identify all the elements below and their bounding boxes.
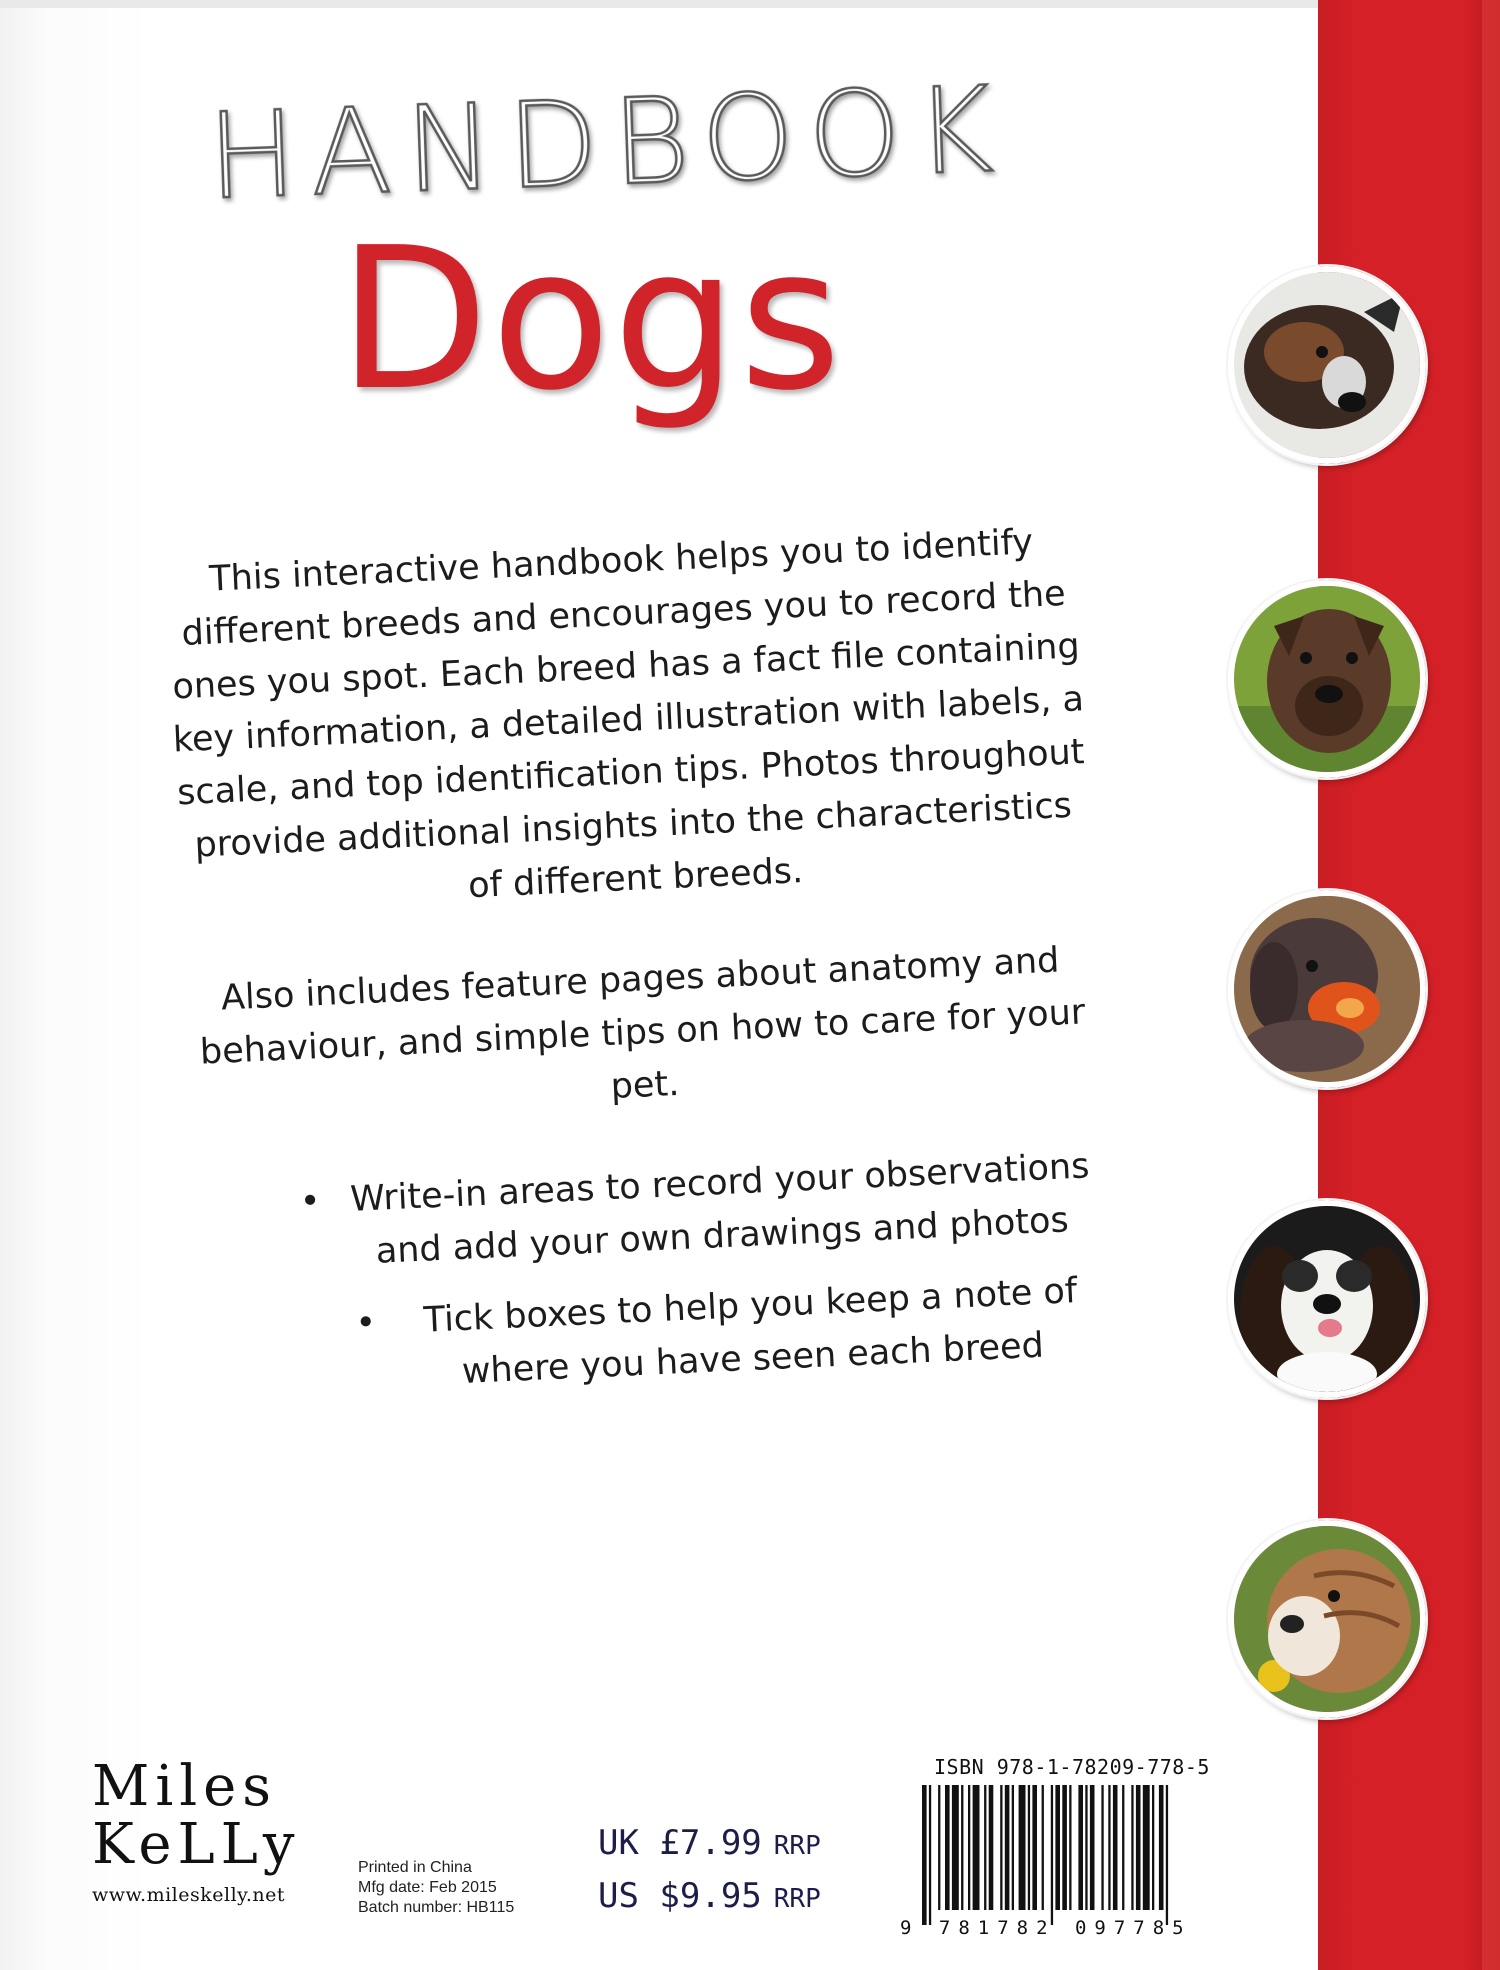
price-uk-value: UK £7.99 xyxy=(598,1823,762,1863)
barcode-bar xyxy=(1069,1785,1071,1910)
bullet-icon: • xyxy=(354,1302,378,1344)
dog-photo-icon xyxy=(1228,1200,1426,1398)
barcode-bar xyxy=(1166,1785,1168,1925)
barcode-bar xyxy=(1085,1785,1087,1910)
price-block xyxy=(598,1818,821,1924)
description-paragraph-1: This interactive handbook helps you to identify different breeds and encourages you to record the ones you spot. Each breed has a fact file containing key information, a detailed illustration with labels, a scale, and top identification tips. Photos throughout provide additional insights into the characteristics of different breeds. xyxy=(171,522,1086,907)
barcode-bar xyxy=(1159,1785,1164,1910)
barcode-bar xyxy=(1078,1785,1083,1910)
printed-in: Printed in China xyxy=(358,1859,472,1876)
publisher-url: www.mileskelly.net xyxy=(92,1884,286,1906)
barcode-bar xyxy=(1101,1785,1103,1910)
barcode-bar xyxy=(961,1785,963,1910)
price-us-value: US $9.95 xyxy=(598,1876,762,1916)
spine-edge xyxy=(1482,0,1500,1970)
barcode-bar xyxy=(1028,1785,1030,1910)
bullet-icon: • xyxy=(299,1181,322,1223)
feature-list-item xyxy=(299,1139,1113,1282)
dog-photo-icon xyxy=(1228,266,1426,464)
barcode-bar xyxy=(952,1785,959,1910)
spine-photo-column xyxy=(1228,0,1428,1970)
price-us xyxy=(598,1871,821,1924)
barcode-bar xyxy=(1012,1785,1014,1910)
top-edge xyxy=(0,0,1318,8)
mfg-date: Mfg date: Feb 2015 xyxy=(358,1879,497,1896)
barcode-bar xyxy=(968,1785,970,1910)
handbook-text: HANDBOOK xyxy=(205,72,1009,222)
barcode-bar xyxy=(1005,1785,1010,1910)
description-block xyxy=(160,514,1118,1411)
publisher-name-line-1: Miles xyxy=(92,1754,278,1819)
dog-photo-icon xyxy=(1228,580,1426,778)
dog-photo-icon xyxy=(1228,1520,1426,1718)
barcode-bar xyxy=(1019,1785,1026,1910)
handbook-series-title xyxy=(200,72,1050,222)
description-paragraph-2: Also includes feature pages about anatomy and behaviour, and simple tips on how to care for your pet. xyxy=(199,940,1087,1107)
barcode-bar xyxy=(929,1785,931,1925)
barcode-icon xyxy=(900,1785,1230,1935)
isbn-barcode xyxy=(900,1755,1230,1939)
price-uk xyxy=(598,1818,821,1871)
barcode-bar xyxy=(1042,1785,1044,1910)
barcode-bar xyxy=(1108,1785,1110,1910)
batch-number: Batch number: HB115 xyxy=(358,1899,515,1916)
book-title: Dogs xyxy=(338,206,844,434)
rrp-label: RRP xyxy=(773,1831,821,1861)
barcode-bar xyxy=(1090,1785,1095,1910)
barcode-bar xyxy=(922,1785,927,1925)
isbn-label: ISBN 978-1-78209-778-5 xyxy=(934,1755,1210,1779)
barcode-bar xyxy=(973,1785,980,1910)
barcode-bar xyxy=(1122,1785,1124,1910)
barcode-bar xyxy=(1136,1785,1141,1910)
feature-text: Tick boxes to help you keep a note of where you have seen each breed xyxy=(422,1271,1078,1393)
barcode-bar xyxy=(1113,1785,1118,1910)
barcode-bar xyxy=(1143,1785,1150,1910)
dog-photo-icon xyxy=(1228,890,1426,1088)
feature-list xyxy=(189,1139,1118,1410)
barcode-bar xyxy=(989,1785,994,1910)
publisher-name-line-2: KeLLy xyxy=(92,1812,301,1877)
barcode-bar xyxy=(984,1785,986,1910)
barcode-bar xyxy=(1055,1785,1060,1910)
print-info xyxy=(358,1858,558,1918)
barcode-digits: 9 781782 097785 xyxy=(900,1917,1192,1939)
barcode-bar xyxy=(1051,1785,1053,1925)
rrp-label: RRP xyxy=(773,1884,821,1914)
barcode-bar xyxy=(945,1785,950,1910)
barcode-bar xyxy=(1131,1785,1133,1910)
barcode-bar xyxy=(1032,1785,1037,1910)
feature-text: Write-in areas to record your observations and add your own drawings and photos xyxy=(349,1146,1091,1272)
barcode-bar xyxy=(1000,1785,1002,1910)
publisher-logo xyxy=(92,1754,332,1906)
barcode-bar xyxy=(1062,1785,1067,1910)
barcode-bar xyxy=(1152,1785,1154,1910)
barcode-bar xyxy=(938,1785,940,1910)
